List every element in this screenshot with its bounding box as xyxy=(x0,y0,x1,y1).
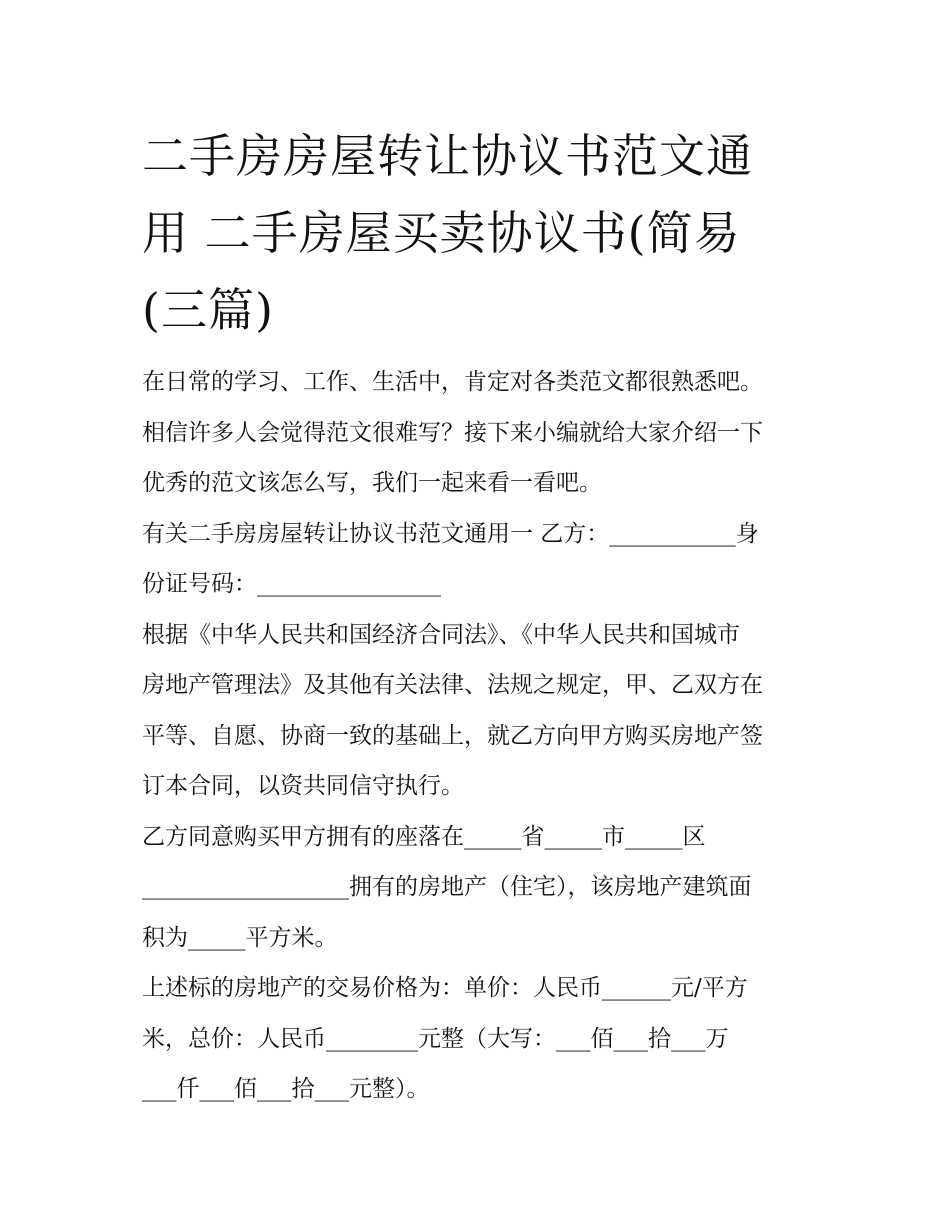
document-page xyxy=(142,118,822,1115)
property-location-paragraph: 乙方同意购买甲方拥有的座落在_____省_____市_____区 __________________拥有的房地产（住宅），该房地产建筑面 积为_____平方米。 xyxy=(142,823,752,951)
legal-basis-paragraph: 根据《中华人民共和国经济合同法》、《中华人民共和国城市 房地产管理法》及其他有关法律、法规之规定，甲、乙双方在 平等、自愿、协商一致的基础上，就乙方向甲方购买房地产签 订本合同，以资共同信守执行。 xyxy=(142,621,763,799)
document-title: 二手房房屋转让协议书范文通 用 二手房屋买卖协议书(简易 (三篇) xyxy=(142,129,753,337)
price-paragraph: 上述标的房地产的交易价格为：单价：人民币______元/平方 米，总价：人民币________元整（大写：___佰___拾___万 ___仟___佰___拾___元整）。 xyxy=(142,975,748,1102)
party-b-paragraph: 有关二手房房屋转让协议书范文通用一 乙方：___________身 份证号码：________________ xyxy=(142,520,759,597)
intro-paragraph: 在日常的学习、工作、生活中，肯定对各类范文都很熟悉吧。 相信许多人会觉得范文很难写？接下来小编就给大家介绍一下 优秀的范文该怎么写，我们一起来看一看吧。 xyxy=(142,369,763,496)
